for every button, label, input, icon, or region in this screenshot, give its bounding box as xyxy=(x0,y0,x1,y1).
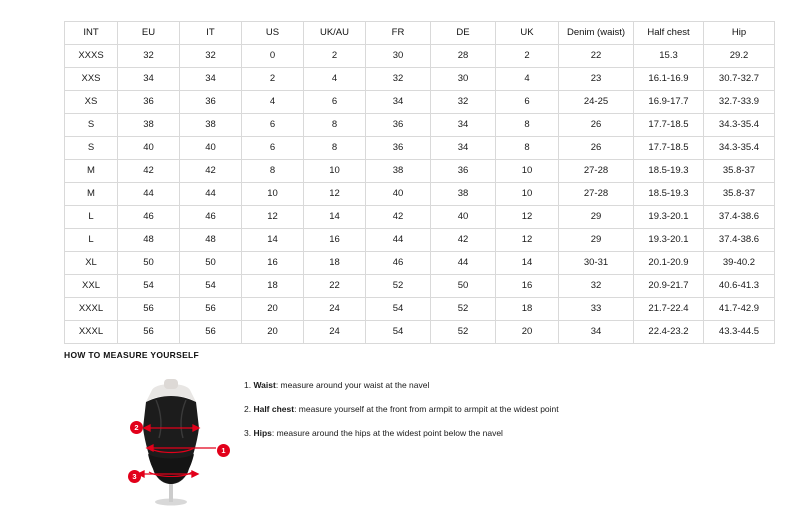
table-column-header: FR xyxy=(366,22,431,45)
table-cell: 12 xyxy=(242,206,304,229)
table-row xyxy=(65,45,775,68)
table-cell: 16.9-17.7 xyxy=(634,91,704,114)
table-cell: 40 xyxy=(366,183,431,206)
table-cell: S xyxy=(65,137,118,160)
table-cell: 39-40.2 xyxy=(704,252,775,275)
table-cell: 30 xyxy=(366,45,431,68)
table-cell: XL xyxy=(65,252,118,275)
table-cell: 40 xyxy=(431,206,496,229)
table-cell: 22.4-23.2 xyxy=(634,321,704,344)
table-cell: XXXS xyxy=(65,45,118,68)
table-column-header: UK xyxy=(496,22,559,45)
table-cell: 24-25 xyxy=(559,91,634,114)
table-cell: 29 xyxy=(559,229,634,252)
table-cell: 34 xyxy=(366,91,431,114)
table-cell: 34 xyxy=(431,137,496,160)
table-cell: 14 xyxy=(304,206,366,229)
table-cell: 37.4-38.6 xyxy=(704,229,775,252)
table-cell: 48 xyxy=(180,229,242,252)
table-cell: 12 xyxy=(304,183,366,206)
table-cell: 56 xyxy=(180,298,242,321)
table-cell: XXXL xyxy=(65,321,118,344)
table-row xyxy=(65,183,775,206)
table-cell: 30 xyxy=(431,68,496,91)
table-row xyxy=(65,68,775,91)
measure-note-text: : measure around the hips at the widest point below the navel xyxy=(271,428,503,438)
table-cell: 34.3-35.4 xyxy=(704,137,775,160)
table-cell: 2 xyxy=(304,45,366,68)
table-cell: 19.3-20.1 xyxy=(634,206,704,229)
table-cell: 32 xyxy=(118,45,180,68)
table-cell: 18 xyxy=(304,252,366,275)
table-cell: 38 xyxy=(180,114,242,137)
table-cell: 26 xyxy=(559,137,634,160)
table-cell: M xyxy=(65,183,118,206)
measure-notes-list xyxy=(244,380,714,452)
measure-marker-3: 3 xyxy=(128,470,141,483)
table-cell: 32 xyxy=(431,91,496,114)
table-cell: 27-28 xyxy=(559,160,634,183)
how-to-measure-section xyxy=(64,350,734,510)
table-cell: 36 xyxy=(431,160,496,183)
table-cell: 2 xyxy=(496,45,559,68)
table-cell: 20 xyxy=(242,321,304,344)
size-table-container xyxy=(64,21,760,344)
table-row xyxy=(65,298,775,321)
table-cell: 38 xyxy=(366,160,431,183)
table-cell: 56 xyxy=(118,298,180,321)
table-cell: 44 xyxy=(180,183,242,206)
table-cell: 24 xyxy=(304,321,366,344)
table-cell: 54 xyxy=(366,321,431,344)
table-cell: 34 xyxy=(559,321,634,344)
table-cell: 54 xyxy=(118,275,180,298)
table-cell: XXXL xyxy=(65,298,118,321)
table-cell: 8 xyxy=(304,114,366,137)
how-to-measure-title: HOW TO MEASURE YOURSELF xyxy=(64,350,200,360)
table-cell: 35.8-37 xyxy=(704,183,775,206)
table-cell: 22 xyxy=(559,45,634,68)
table-row xyxy=(65,252,775,275)
table-cell: 42 xyxy=(366,206,431,229)
table-cell: 42 xyxy=(180,160,242,183)
table-cell: 6 xyxy=(242,114,304,137)
table-cell: XXL xyxy=(65,275,118,298)
table-cell: 8 xyxy=(304,137,366,160)
mannequin-illustration xyxy=(104,376,239,506)
table-cell: 37.4-38.6 xyxy=(704,206,775,229)
table-cell: 6 xyxy=(242,137,304,160)
table-cell: 0 xyxy=(242,45,304,68)
table-cell: 2 xyxy=(242,68,304,91)
measure-note-term: Half chest xyxy=(253,404,295,414)
table-row xyxy=(65,137,775,160)
table-cell: 34 xyxy=(180,68,242,91)
table-cell: 46 xyxy=(180,206,242,229)
measure-marker-1: 1 xyxy=(217,444,230,457)
table-cell: 40 xyxy=(118,137,180,160)
table-row xyxy=(65,206,775,229)
table-column-header: IT xyxy=(180,22,242,45)
table-cell: XS xyxy=(65,91,118,114)
table-cell: 14 xyxy=(496,252,559,275)
table-cell: L xyxy=(65,206,118,229)
table-cell: 43.3-44.5 xyxy=(704,321,775,344)
table-cell: 10 xyxy=(304,160,366,183)
table-cell: 12 xyxy=(496,229,559,252)
table-cell: 33 xyxy=(559,298,634,321)
table-cell: 44 xyxy=(431,252,496,275)
table-cell: 44 xyxy=(118,183,180,206)
table-cell: 16 xyxy=(304,229,366,252)
table-cell: 52 xyxy=(431,321,496,344)
table-cell: 40 xyxy=(180,137,242,160)
size-conversion-table xyxy=(64,21,775,344)
table-column-header: Half chest xyxy=(634,22,704,45)
table-cell: 14 xyxy=(242,229,304,252)
table-cell: 4 xyxy=(242,91,304,114)
table-cell: 8 xyxy=(496,114,559,137)
table-row xyxy=(65,114,775,137)
table-cell: 36 xyxy=(118,91,180,114)
table-cell: 32.7-33.9 xyxy=(704,91,775,114)
table-cell: 41.7-42.9 xyxy=(704,298,775,321)
measure-note-number: 1. xyxy=(244,380,254,390)
table-cell: 34.3-35.4 xyxy=(704,114,775,137)
table-cell: 20 xyxy=(242,298,304,321)
table-cell: L xyxy=(65,229,118,252)
table-cell: 20 xyxy=(496,321,559,344)
table-cell: 36 xyxy=(180,91,242,114)
table-cell: 20.9-21.7 xyxy=(634,275,704,298)
table-cell: 26 xyxy=(559,114,634,137)
table-cell: 44 xyxy=(366,229,431,252)
table-cell: 38 xyxy=(118,114,180,137)
table-cell: 42 xyxy=(118,160,180,183)
table-header-row xyxy=(65,22,775,45)
table-column-header: Denim (waist) xyxy=(559,22,634,45)
table-cell: 29.2 xyxy=(704,45,775,68)
measure-note xyxy=(244,428,714,439)
table-cell: 16 xyxy=(242,252,304,275)
table-cell: 38 xyxy=(431,183,496,206)
table-cell: 12 xyxy=(496,206,559,229)
table-cell: 32 xyxy=(180,45,242,68)
measure-note-number: 2. xyxy=(244,404,254,414)
measure-note xyxy=(244,380,714,391)
table-cell: 36 xyxy=(366,114,431,137)
table-cell: 30.7-32.7 xyxy=(704,68,775,91)
table-row xyxy=(65,229,775,252)
table-cell: 16.1-16.9 xyxy=(634,68,704,91)
table-cell: 54 xyxy=(366,298,431,321)
table-column-header: UK/AU xyxy=(304,22,366,45)
table-cell: 4 xyxy=(496,68,559,91)
table-cell: 34 xyxy=(118,68,180,91)
measure-note-number: 3. xyxy=(244,428,254,438)
table-cell: S xyxy=(65,114,118,137)
table-cell: 24 xyxy=(304,298,366,321)
table-cell: 54 xyxy=(180,275,242,298)
table-cell: XXS xyxy=(65,68,118,91)
table-cell: 30-31 xyxy=(559,252,634,275)
table-cell: 18 xyxy=(496,298,559,321)
table-cell: 10 xyxy=(242,183,304,206)
table-row xyxy=(65,321,775,344)
table-cell: 42 xyxy=(431,229,496,252)
table-cell: 36 xyxy=(366,137,431,160)
table-cell: 8 xyxy=(496,137,559,160)
table-cell: 52 xyxy=(366,275,431,298)
table-cell: 40.6-41.3 xyxy=(704,275,775,298)
table-cell: 48 xyxy=(118,229,180,252)
table-cell: 35.8-37 xyxy=(704,160,775,183)
table-cell: 6 xyxy=(304,91,366,114)
table-cell: 22 xyxy=(304,275,366,298)
table-cell: 28 xyxy=(431,45,496,68)
table-cell: 10 xyxy=(496,160,559,183)
table-cell: 8 xyxy=(242,160,304,183)
table-column-header: EU xyxy=(118,22,180,45)
table-cell: 29 xyxy=(559,206,634,229)
table-cell: 15.3 xyxy=(634,45,704,68)
table-cell: 46 xyxy=(366,252,431,275)
measure-note-text: : measure yourself at the front from armpit to armpit at the widest point xyxy=(294,404,559,414)
table-cell: 32 xyxy=(559,275,634,298)
table-cell: 50 xyxy=(118,252,180,275)
table-cell: 19.3-20.1 xyxy=(634,229,704,252)
table-cell: 46 xyxy=(118,206,180,229)
measure-marker-2: 2 xyxy=(130,421,143,434)
table-cell: 21.7-22.4 xyxy=(634,298,704,321)
table-cell: 56 xyxy=(118,321,180,344)
table-cell: 18 xyxy=(242,275,304,298)
measure-note-term: Hips xyxy=(253,428,272,438)
table-row xyxy=(65,275,775,298)
table-column-header: INT xyxy=(65,22,118,45)
table-cell: 17.7-18.5 xyxy=(634,137,704,160)
table-column-header: DE xyxy=(431,22,496,45)
table-cell: 4 xyxy=(304,68,366,91)
measure-note-text: : measure around your waist at the navel xyxy=(275,380,430,390)
table-row xyxy=(65,160,775,183)
table-cell: 27-28 xyxy=(559,183,634,206)
table-cell: 17.7-18.5 xyxy=(634,114,704,137)
table-column-header: Hip xyxy=(704,22,775,45)
table-cell: 34 xyxy=(431,114,496,137)
measure-note-term: Waist xyxy=(253,380,276,390)
table-body xyxy=(65,45,775,344)
table-cell: 18.5-19.3 xyxy=(634,160,704,183)
table-cell: 18.5-19.3 xyxy=(634,183,704,206)
table-cell: 10 xyxy=(496,183,559,206)
measure-note xyxy=(244,404,714,415)
table-cell: 50 xyxy=(180,252,242,275)
table-row xyxy=(65,91,775,114)
table-cell: 32 xyxy=(366,68,431,91)
table-cell: 52 xyxy=(431,298,496,321)
table-cell: 20.1-20.9 xyxy=(634,252,704,275)
table-cell: 6 xyxy=(496,91,559,114)
table-cell: 16 xyxy=(496,275,559,298)
table-column-header: US xyxy=(242,22,304,45)
table-header xyxy=(65,22,775,45)
table-cell: 50 xyxy=(431,275,496,298)
table-cell: 56 xyxy=(180,321,242,344)
how-to-measure-body xyxy=(64,370,734,510)
table-cell: M xyxy=(65,160,118,183)
table-cell: 23 xyxy=(559,68,634,91)
